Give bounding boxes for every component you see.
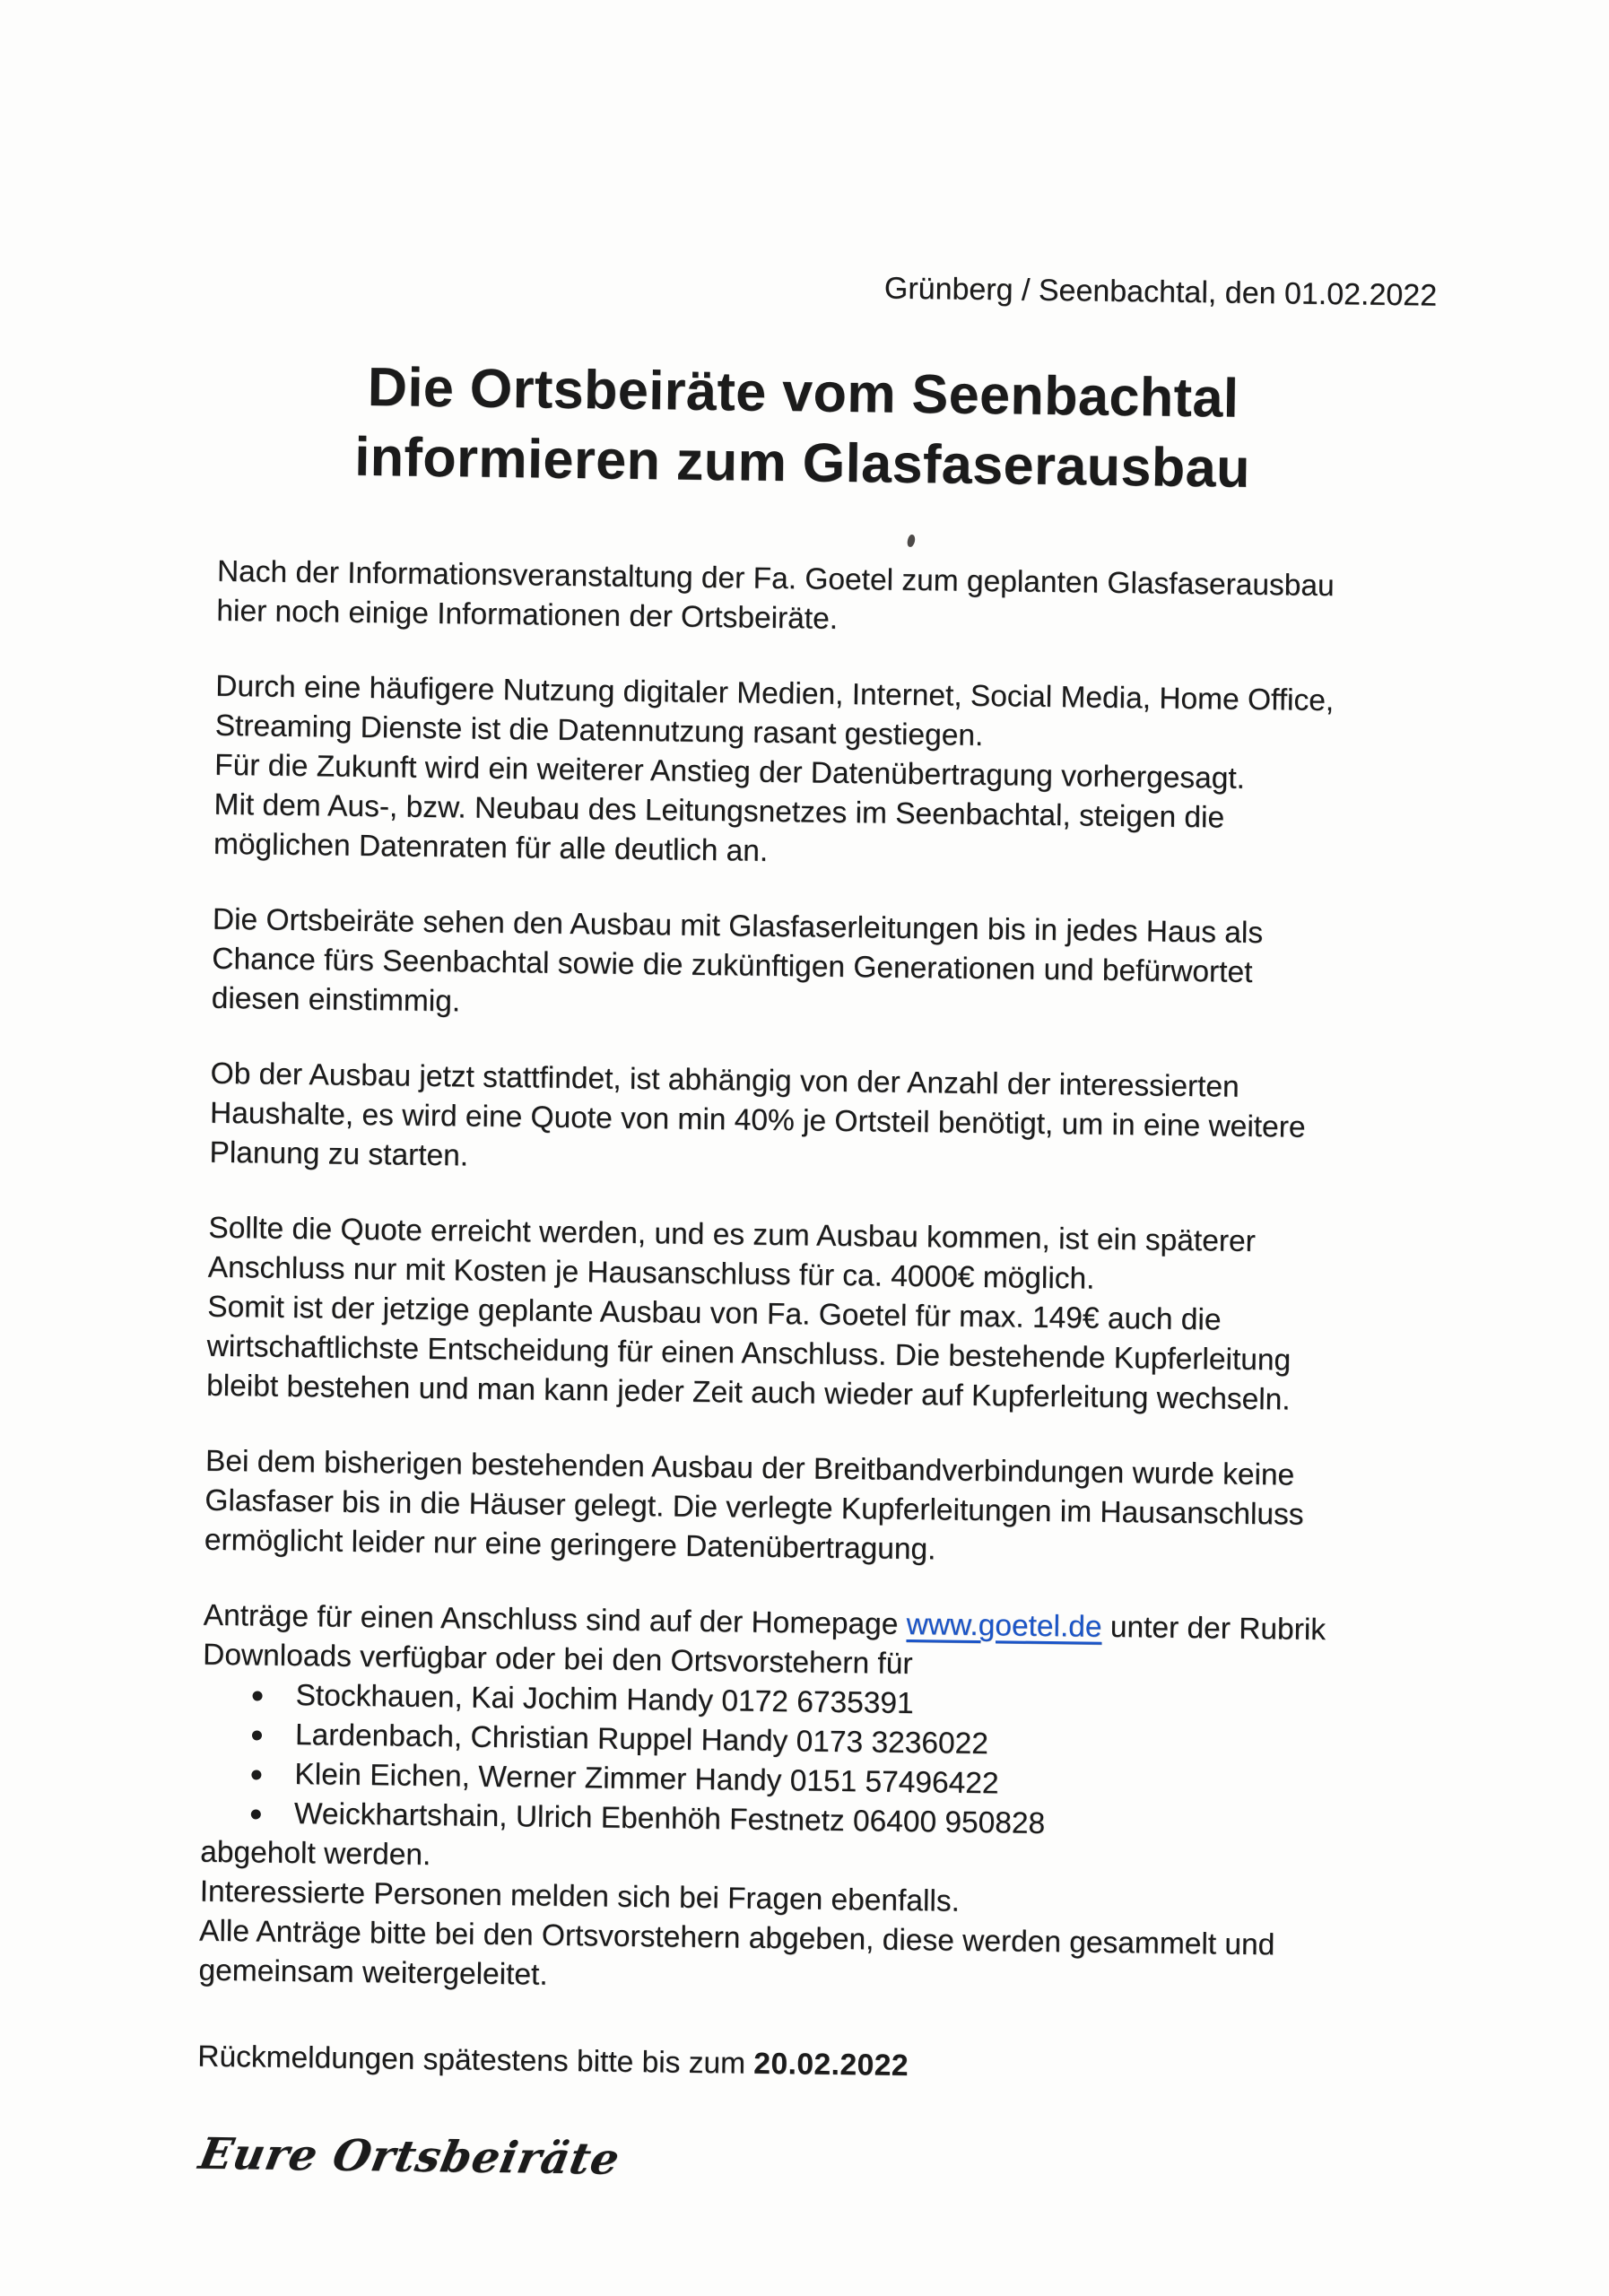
text-line: wirtschaftlichste Entscheidung für einen Anschluss. Die bestehende Kupferleitung xyxy=(206,1329,1292,1378)
paragraph-endorsement xyxy=(211,900,1448,1035)
title-line-1: Die Ortsbeiräte vom Seenbachtal xyxy=(367,355,1239,429)
text-line: möglichen Datenraten für alle deutlich an. xyxy=(213,827,769,868)
text-line: Downloads verfügbar oder bei den Ortsvorstehern für xyxy=(202,1638,913,1682)
text-line: Chance fürs Seenbachtal sowie die zukünftigen Generationen und befürwortet xyxy=(212,942,1253,989)
paragraph-usage xyxy=(213,667,1452,881)
paragraph-copper xyxy=(204,1442,1442,1577)
text-line: Planung zu starten. xyxy=(209,1135,469,1173)
paragraph-costs xyxy=(206,1209,1445,1422)
bullet-icon xyxy=(251,1809,261,1819)
deadline-line xyxy=(197,2038,1433,2093)
text-line: ermöglicht leider nur eine geringere Datenübertragung. xyxy=(204,1523,936,1567)
title-line-2: informieren zum Glasfaserausbau xyxy=(353,425,1251,499)
document-title xyxy=(0,347,1608,508)
text-line: Ob der Ausbau jetzt stattfindet, ist abhängig von der Anzahl der interessierten xyxy=(210,1057,1239,1104)
bullet-icon xyxy=(251,1770,261,1779)
text-line: Interessierte Personen melden sich bei Fragen ebenfalls. xyxy=(199,1874,961,1918)
letter-body xyxy=(196,552,1454,2190)
bullet-icon xyxy=(252,1730,262,1740)
text-line: hier noch einige Informationen der Ortsbeiräte. xyxy=(216,594,839,636)
applications-text-pre: Anträge für einen Anschluss sind auf der Homepage xyxy=(203,1598,907,1641)
text-line: Die Ortsbeiräte sehen den Ausbau mit Glasfaserleitungen bis in jedes Haus als xyxy=(212,902,1264,951)
text-line: bleibt bestehen und man kann jeder Zeit auch wieder auf Kupferleitung wechseln. xyxy=(205,1369,1291,1417)
text-line: Streaming Dienste ist die Datennutzung rasant gestiegen. xyxy=(214,709,984,752)
bullet-icon xyxy=(252,1691,262,1700)
contact-text: Lardenbach, Christian Ruppel Handy 0173 3236022 xyxy=(294,1718,989,1761)
signature: Eure Ortsbeiräte xyxy=(195,2128,624,2185)
text-line: Alle Anträge bitte bei den Ortsvorstehern abgeben, diese werden gesammelt und xyxy=(198,1914,1275,1962)
text-line: Durch eine häufigere Nutzung digitaler Medien, Internet, Social Media, Home Office, xyxy=(215,669,1335,718)
paragraph-after-contacts xyxy=(198,1833,1436,2007)
text-line: Anschluss nur mit Kosten je Hausanschluss für ca. 4000€ möglich. xyxy=(207,1250,1095,1296)
text-line: abgeholt werden. xyxy=(200,1835,431,1873)
text-line: gemeinsam weitergeleitet. xyxy=(198,1953,548,1992)
text-line: Sollte die Quote erreicht werden, und es zum Ausbau kommen, ist ein späterer xyxy=(208,1211,1257,1259)
text-line: Mit dem Aus-, bzw. Neubau des Leitungsnetzes im Seenbachtal, steigen die xyxy=(213,787,1225,835)
deadline-text: Rückmeldungen spätestens bitte bis zum xyxy=(197,2039,754,2081)
deadline-date: 20.02.2022 xyxy=(753,2047,909,2083)
text-line: Somit ist der jetzige geplante Ausbau von Fa. Goetel für max. 149€ auch die xyxy=(207,1290,1222,1337)
text-line: Glasfaser bis in die Häuser gelegt. Die verlegte Kupferleitungen im Hausanschluss xyxy=(204,1483,1304,1532)
text-line: Haushalte, es wird eine Quote von min 40% je Ortsteil benötigt, um in eine weitere xyxy=(209,1096,1306,1144)
text-line: diesen einstimmig. xyxy=(211,981,461,1019)
text-line: Bei dem bisherigen bestehenden Ausbau der Breitbandverbindungen wurde keine xyxy=(204,1444,1295,1492)
paragraph-intro xyxy=(216,552,1453,648)
paragraph-quota xyxy=(209,1055,1447,1189)
contact-text: Weickhartshain, Ulrich Ebenhöh Festnetz 06400 950828 xyxy=(293,1797,1046,1840)
contact-text: Klein Eichen, Werner Zimmer Handy 0151 57496422 xyxy=(294,1758,999,1801)
text-line: Für die Zukunft wird ein weiterer Anstieg der Datenübertragung vorhergesagt. xyxy=(213,748,1246,796)
contact-text: Stockhauen, Kai Jochim Handy 0172 6735391 xyxy=(295,1679,914,1721)
goetel-homepage-link[interactable]: www.goetel.de xyxy=(906,1607,1102,1644)
contacts-list xyxy=(201,1675,1439,1849)
date-line: Grünberg / Seenbachtal, den 01.02.2022 xyxy=(883,271,1438,313)
text-line: Nach der Informationsveranstaltung der Fa. Goetel zum geplanten Glasfaserausbau xyxy=(216,554,1335,604)
applications-text-post: unter der Rubrik xyxy=(1101,1610,1326,1648)
